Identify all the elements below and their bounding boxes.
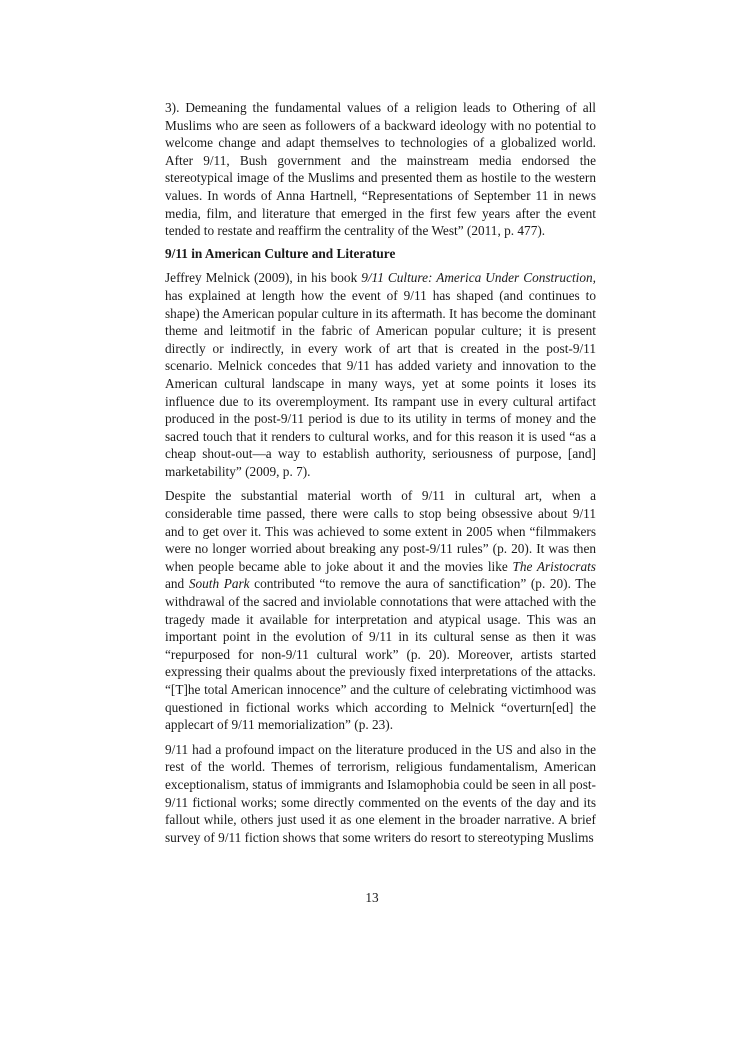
movie-title: South Park bbox=[188, 576, 250, 592]
paragraph: 3). Demeaning the fundamental values of a religion leads to Othering of all Muslims who are seen as followers of a backward ideology with no potential to welcome change and adapt themselves to technologies of a globalized world. After 9/11, Bush government and the mainstream media endorsed the stereotypical image of the Muslims and presented them as hostile to the western values. In words of Anna Hartnell, “Representations of September 11 in news media, film, and literature that emerged in the first few years after the event tended to restate and reaffirm the centrality of the West” (2011, p. 477). bbox=[165, 100, 596, 239]
paragraph-text: and bbox=[165, 576, 189, 592]
paragraph-text: Jeffrey Melnick (2009), in his book bbox=[165, 270, 362, 286]
paragraph-text: has explained at length how the event of 9/11 has shaped (and continues to shape) the American popular culture in its aftermath. It has become the dominant theme and leitmotif in the fabric of American popular culture; it is present directly or indirectly, in every work of art that is created in the post-9/11 scenario. Melnick concedes that 9/11 has added variety and innovation to the American cultural landscape in many ways, yet at some points it loses its influence due to its overemployment. Its rampant use in every cultural artifact produced in the post-9/11 period is due to its utility in terms of money and the sacred touch that it renders to cultural works, and for this reason it is used “as a cheap shout-out—a way to establish authority, seriousness of purpose, [and] marketability” (2009, p. 7). bbox=[165, 287, 596, 479]
paragraph-text: contributed “to remove the aura of sanctification” (p. 20). The withdrawal of the sacred and inviolable connotations that were attached with the tragedy made it available for interpretation and atypical usage. This was an important point in the evolution of 9/11 in its cultural sense as then it was “repurposed for non-9/11 cultural work” (p. 20). Moreover, artists started expressing their qualms about the previously fixed interpretations of the attacks. “[T]he total American innocence” and the culture of celebrating victimhood was questioned in fictional works which according to Melnick “overturn[ed] the applecart of 9/11 memorialization” (p. 23). bbox=[165, 576, 596, 733]
paragraph: 9/11 had a profound impact on the literature produced in the US and also in the rest of the world. Themes of terrorism, religious fundamentalism, American exceptionalism, status of immigrants and Islamophobia could be seen in all post-9/11 fictional works; some directly commented on the events of the day and its fallout while, others just used it as one element in the broader narrative. A brief survey of 9/11 fiction shows that some writers do resort to stereotyping Muslims bbox=[165, 741, 596, 845]
page-number: 13 bbox=[365, 890, 379, 905]
document-body bbox=[165, 99, 596, 846]
movie-title: The Aristocrats bbox=[512, 558, 596, 574]
paragraph bbox=[165, 487, 596, 733]
paragraph-text: Despite the substantial material worth of 9/11 in cultural art, when a considerable time passed, there were calls to stop being obsessive about 9/11 and to get over it. This was achieved to some extent in 2005 when “filmmakers were no longer worried about breaking any post-9/11 rules” (p. 20). It was then when people became able to joke about it and the movies like bbox=[165, 488, 596, 574]
book-title: 9/11 Culture: America Under Construction, bbox=[361, 270, 596, 286]
paragraph bbox=[165, 269, 596, 480]
section-heading: 9/11 in American Culture and Literature bbox=[165, 245, 396, 261]
